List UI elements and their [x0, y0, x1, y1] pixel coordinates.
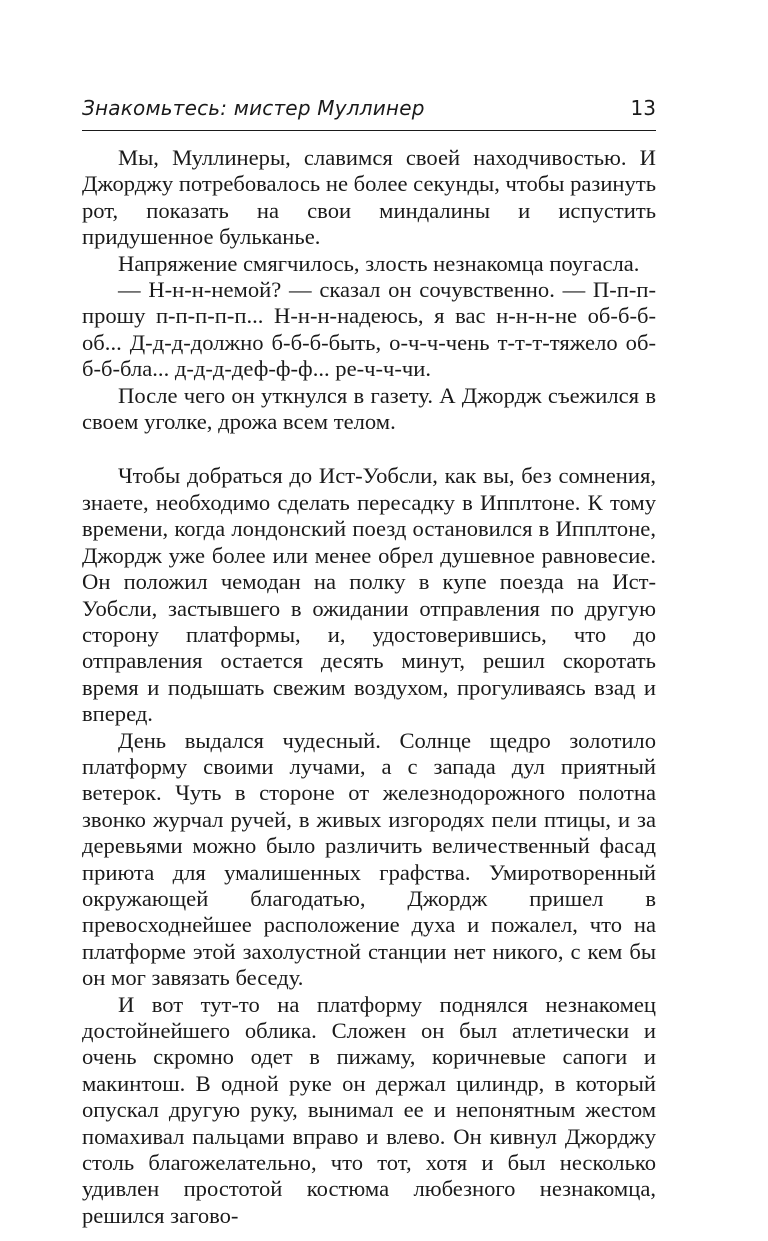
paragraph: — Н-н-н-немой? — сказал он сочувственно. — П-п-п-прошу п-п-п-п-п... Н-н-н-надеюсь, я вас н-н-н-не об-б-б-об... Д-д-д-должно б-б-б-быть, о-ч-ч-чень т-т-т-тяжело об-б-б-бла... д-д-д-деф-ф-ф... ре-ч-ч-чи.	[82, 277, 656, 382]
paragraph: Мы, Муллинеры, славимся своей находчивостью. И Джорджу потребовалось не более секунды, чтобы разинуть рот, показать на свои миндалины и испустить придушенное бульканье.	[82, 145, 656, 250]
book-page	[82, 96, 656, 1229]
page-number: 13	[630, 96, 656, 120]
header-rule	[82, 130, 656, 131]
paragraph: После чего он уткнулся в газету. А Джордж съежился в своем уголке, дрожа всем телом.	[82, 382, 656, 435]
body-text	[82, 145, 656, 1229]
paragraph: Напряжение смягчилось, злость незнакомца поугасла.	[118, 250, 640, 276]
paragraph: День выдался чудесный. Солнце щедро золотило платформу своими лучами, а с запада дул приятный ветерок. Чуть в стороне от железнодорожного полотна звонко журчал ручей, в живых изгородях пели птицы, и за деревьями можно было различить величественный фасад приюта для умалишенных графства. Умиротворенный окружающей благодатью, Джордж пришел в превосходнейшее расположение духа и пожалел, что на платформе этой захолустной станции нет никого, с кем бы он мог завязать беседу.	[82, 727, 656, 991]
running-title: Знакомьтесь: мистер Муллинер	[82, 96, 425, 120]
section-break	[82, 435, 656, 463]
running-head	[82, 96, 656, 130]
paragraph: И вот тут-то на платформу поднялся незнакомец достойнейшего облика. Сложен он был атлетически и очень скромно одет в пижаму, коричневые сапоги и макинтош. В одной руке он держал цилиндр, в который опускал другую руку, вынимал ее и непонятным жестом помахивал пальцами вправо и влево. Он кивнул Джорджу столь благожелательно, что тот, хотя и был несколько удивлен простотой костюма любезного незнакомца, решился загово-	[82, 991, 656, 1228]
paragraph: Чтобы добраться до Ист-Уобсли, как вы, без сомнения, знаете, необходимо сделать пересадку в Ипплтоне. К тому времени, когда лондонский поезд остановился в Ипплтоне, Джордж уже более или менее обрел душевное равновесие. Он положил чемодан на полку в купе поезда на Ист-Уобсли, застывшего в ожидании отправления по другую сторону платформы, и, удостоверившись, что до отправления остается десять минут, решил скоротать время и подышать свежим воздухом, прогуливаясь взад и вперед.	[82, 463, 656, 727]
